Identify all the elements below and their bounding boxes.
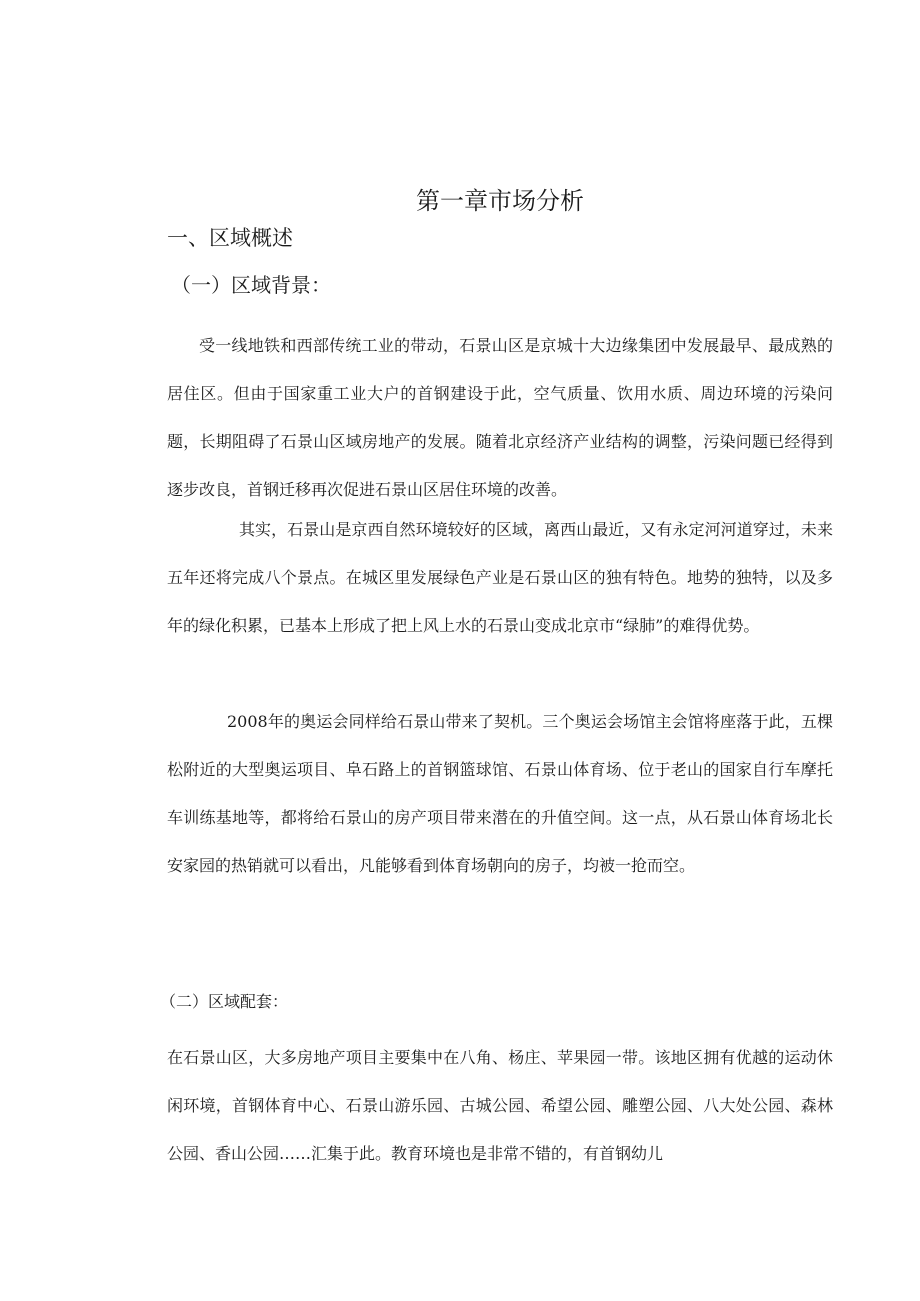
- sub-heading-facilities: （二）区域配套：: [160, 992, 289, 1011]
- paragraph: 在石景山区，大多房地产项目主要集中在八角、杨庄、苹果园一带。该地区拥有优越的运动休闲环境，首钢体育中心、石景山游乐园、古城公园、希望公园、雕塑公园、八大处公园、森林公园、香山公园……汇集于此。教育环境也是非常不错的，有首钢幼儿: [167, 1048, 833, 1163]
- chapter-title: 第一章市场分析: [416, 187, 584, 215]
- paragraph: 其实，石景山是京西自然环境较好的区域，离西山最近，又有永定河河道穿过，未来五年还将完成八个景点。在城区里发展绿色产业是石景山区的独有特色。地势的独特，以及多年的绿化积累，已基本上形成了把上风上水的石景山变成北京市“绿肺”的难得优势。: [167, 520, 833, 635]
- paragraph: 受一线地铁和西部传统工业的带动，石景山区是京城十大边缘集团中发展最早、最成熟的居住区。但由于国家重工业大户的首钢建设于此，空气质量、饮用水质、周边环境的污染问题，长期阻碍了石景山区域房地产的发展。随着北京经济产业结构的调整，污染问题已经得到逐步改良，首钢迁移再次促进石景山区居住环境的改善。: [167, 336, 833, 499]
- section-heading: 一、区域概述: [167, 226, 293, 250]
- paragraph: 2008年的奥运会同样给石景山带来了契机。三个奥运会场馆主会馆将座落于此，五棵松附近的大型奥运项目、阜石路上的首钢篮球馆、石景山体育场、位于老山的国家自行车摩托车训练基地等，都将给石景山的房产项目带来潜在的升值空间。这一点，从石景山体育场北长安家园的热销就可以看出，凡能够看到体育场朝向的房子，均被一抢而空。: [167, 712, 833, 875]
- sub-heading-background: （一）区域背景：: [171, 273, 331, 297]
